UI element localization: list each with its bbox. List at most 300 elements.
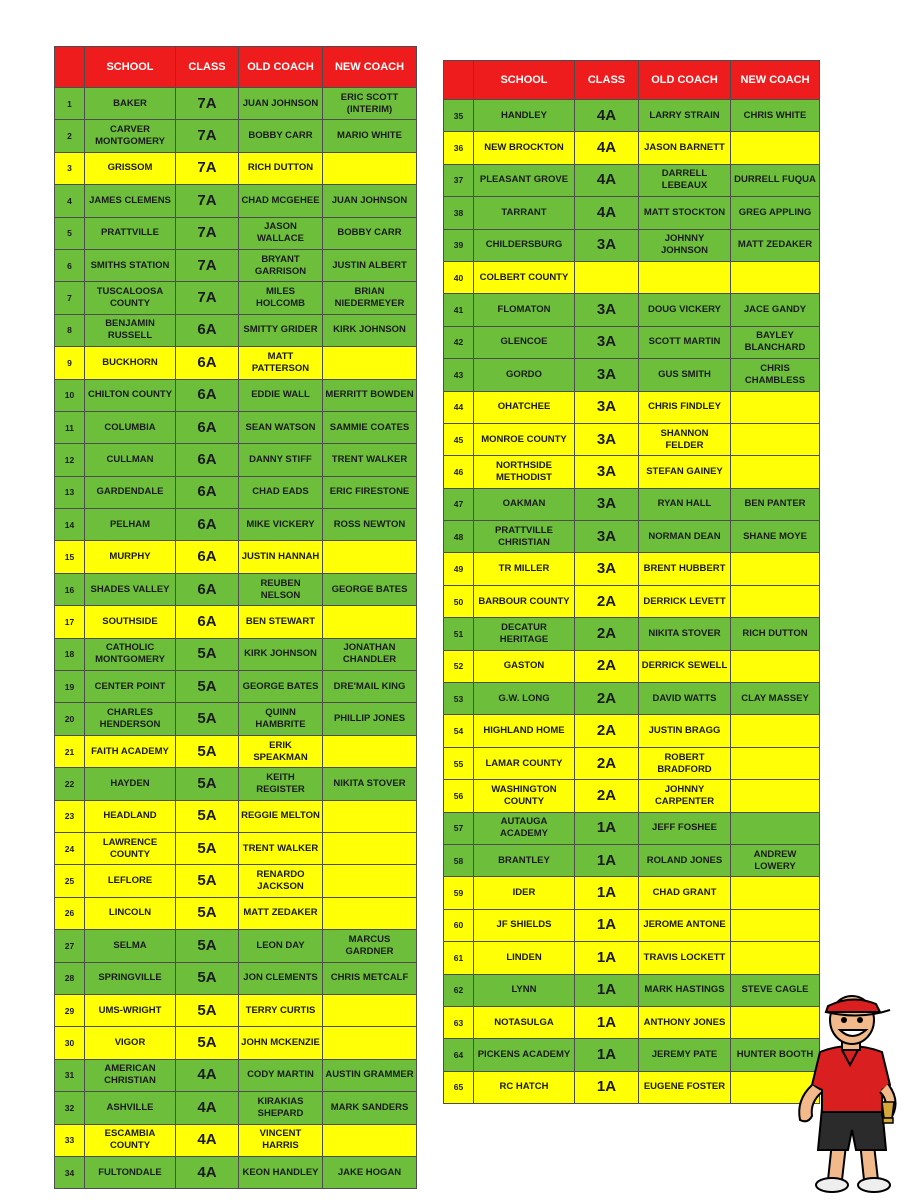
new-coach-cell <box>323 347 417 379</box>
row-number: 64 <box>444 1039 474 1071</box>
class-cell: 2A <box>575 780 639 812</box>
class-cell: 1A <box>575 942 639 974</box>
new-coach-cell <box>323 541 417 573</box>
row-number: 47 <box>444 488 474 520</box>
old-coach-cell: NIKITA STOVER <box>639 618 731 650</box>
table-row <box>444 132 820 164</box>
row-number: 25 <box>55 865 85 897</box>
class-cell: 3A <box>575 326 639 358</box>
table-row <box>444 683 820 715</box>
row-number: 54 <box>444 715 474 747</box>
class-cell: 5A <box>176 768 239 800</box>
header-new-coach: NEW COACH <box>731 61 820 100</box>
old-coach-cell: DERRICK SEWELL <box>639 650 731 682</box>
row-number: 57 <box>444 812 474 844</box>
school-cell: UMS-WRIGHT <box>85 994 176 1026</box>
old-coach-cell: MATT STOCKTON <box>639 197 731 229</box>
class-cell <box>575 261 639 293</box>
table-row <box>55 476 417 508</box>
class-cell: 1A <box>575 1071 639 1103</box>
old-coach-cell: DARRELL LEBEAUX <box>639 164 731 196</box>
row-number: 34 <box>55 1156 85 1188</box>
row-number: 12 <box>55 444 85 476</box>
row-number: 9 <box>55 347 85 379</box>
table-body-right <box>444 100 820 1104</box>
school-cell: ESCAMBIA COUNTY <box>85 1124 176 1156</box>
row-number: 45 <box>444 423 474 455</box>
school-cell: LAMAR COUNTY <box>474 747 575 779</box>
row-number: 21 <box>55 735 85 767</box>
new-coach-cell <box>731 909 820 941</box>
new-coach-cell <box>731 553 820 585</box>
table-row <box>55 897 417 929</box>
class-cell: 6A <box>176 573 239 605</box>
row-number: 33 <box>55 1124 85 1156</box>
row-number: 52 <box>444 650 474 682</box>
school-cell: GARDENDALE <box>85 476 176 508</box>
old-coach-cell: DERRICK LEVETT <box>639 585 731 617</box>
table-row <box>55 638 417 670</box>
old-coach-cell: JUAN JOHNSON <box>239 88 323 120</box>
school-cell: HAYDEN <box>85 768 176 800</box>
new-coach-cell <box>731 423 820 455</box>
new-coach-cell: JAKE HOGAN <box>323 1156 417 1188</box>
class-cell: 5A <box>176 735 239 767</box>
new-coach-cell: HUNTER BOOTH <box>731 1039 820 1071</box>
table-row <box>55 994 417 1026</box>
old-coach-cell: MARK HASTINGS <box>639 974 731 1006</box>
class-cell: 7A <box>176 185 239 217</box>
row-number: 38 <box>444 197 474 229</box>
row-number: 49 <box>444 553 474 585</box>
school-cell: SELMA <box>85 930 176 962</box>
table-row <box>444 585 820 617</box>
class-cell: 1A <box>575 812 639 844</box>
class-cell: 1A <box>575 909 639 941</box>
school-cell: GORDO <box>474 359 575 391</box>
class-cell: 3A <box>575 456 639 488</box>
row-number: 35 <box>444 100 474 132</box>
table-row <box>55 217 417 249</box>
old-coach-cell: VINCENT HARRIS <box>239 1124 323 1156</box>
old-coach-cell: REUBEN NELSON <box>239 573 323 605</box>
class-cell: 1A <box>575 974 639 1006</box>
school-cell: TUSCALOOSA COUNTY <box>85 282 176 314</box>
row-number: 19 <box>55 671 85 703</box>
old-coach-cell: KIRAKIAS SHEPARD <box>239 1092 323 1124</box>
table-row <box>444 974 820 1006</box>
school-cell: CULLMAN <box>85 444 176 476</box>
school-cell: VIGOR <box>85 1027 176 1059</box>
row-number: 30 <box>55 1027 85 1059</box>
new-coach-cell: MERRITT BOWDEN <box>323 379 417 411</box>
class-cell: 7A <box>176 282 239 314</box>
old-coach-cell: SHANNON FELDER <box>639 423 731 455</box>
new-coach-cell: BOBBY CARR <box>323 217 417 249</box>
old-coach-cell: LEON DAY <box>239 930 323 962</box>
table-row <box>55 1092 417 1124</box>
class-cell: 1A <box>575 1039 639 1071</box>
old-coach-cell: CHAD MCGEHEE <box>239 185 323 217</box>
row-number: 40 <box>444 261 474 293</box>
table-row <box>55 832 417 864</box>
class-cell: 7A <box>176 152 239 184</box>
old-coach-cell: JASON BARNETT <box>639 132 731 164</box>
table-row <box>55 1059 417 1091</box>
row-number: 58 <box>444 844 474 876</box>
school-cell: MONROE COUNTY <box>474 423 575 455</box>
new-coach-cell: CHRIS CHAMBLESS <box>731 359 820 391</box>
new-coach-cell <box>731 456 820 488</box>
class-cell: 4A <box>575 132 639 164</box>
school-cell: JAMES CLEMENS <box>85 185 176 217</box>
table-row <box>444 197 820 229</box>
school-cell: AUTAUGA ACADEMY <box>474 812 575 844</box>
school-cell: BUCKHORN <box>85 347 176 379</box>
class-cell: 4A <box>575 100 639 132</box>
old-coach-cell <box>639 261 731 293</box>
class-cell: 2A <box>575 683 639 715</box>
class-cell: 7A <box>176 249 239 281</box>
class-cell: 4A <box>176 1156 239 1188</box>
row-number: 55 <box>444 747 474 779</box>
school-cell: PICKENS ACADEMY <box>474 1039 575 1071</box>
new-coach-cell <box>731 715 820 747</box>
row-number: 11 <box>55 411 85 443</box>
school-cell: CHARLES HENDERSON <box>85 703 176 735</box>
row-number: 20 <box>55 703 85 735</box>
old-coach-cell: JOHNNY CARPENTER <box>639 780 731 812</box>
new-coach-cell: STEVE CAGLE <box>731 974 820 1006</box>
class-cell: 6A <box>176 541 239 573</box>
school-cell: CATHOLIC MONTGOMERY <box>85 638 176 670</box>
school-cell: FULTONDALE <box>85 1156 176 1188</box>
row-number: 48 <box>444 521 474 553</box>
new-coach-cell <box>323 832 417 864</box>
table-row <box>444 812 820 844</box>
row-number: 42 <box>444 326 474 358</box>
new-coach-cell: MARIO WHITE <box>323 120 417 152</box>
school-cell: MURPHY <box>85 541 176 573</box>
class-cell: 5A <box>176 832 239 864</box>
old-coach-cell: MATT PATTERSON <box>239 347 323 379</box>
table-row <box>444 844 820 876</box>
table-row <box>55 703 417 735</box>
row-number: 24 <box>55 832 85 864</box>
row-number: 43 <box>444 359 474 391</box>
row-number: 22 <box>55 768 85 800</box>
class-cell: 2A <box>575 618 639 650</box>
school-cell: LYNN <box>474 974 575 1006</box>
new-coach-cell: MATT ZEDAKER <box>731 229 820 261</box>
table-row <box>55 249 417 281</box>
new-coach-cell: ERIC FIRESTONE <box>323 476 417 508</box>
coach-table-right <box>443 60 820 1104</box>
old-coach-cell: LARRY STRAIN <box>639 100 731 132</box>
old-coach-cell: JOHN MCKENZIE <box>239 1027 323 1059</box>
new-coach-cell: SHANE MOYE <box>731 521 820 553</box>
new-coach-cell: BEN PANTER <box>731 488 820 520</box>
new-coach-cell: ERIC SCOTT (INTERIM) <box>323 88 417 120</box>
old-coach-cell: JEFF FOSHEE <box>639 812 731 844</box>
row-number: 28 <box>55 962 85 994</box>
new-coach-cell <box>731 650 820 682</box>
new-coach-cell: JACE GANDY <box>731 294 820 326</box>
old-coach-cell: CHAD GRANT <box>639 877 731 909</box>
old-coach-cell: RENARDO JACKSON <box>239 865 323 897</box>
row-number: 41 <box>444 294 474 326</box>
old-coach-cell: BOBBY CARR <box>239 120 323 152</box>
old-coach-cell: TRAVIS LOCKETT <box>639 942 731 974</box>
row-number: 29 <box>55 994 85 1026</box>
table-row <box>444 618 820 650</box>
table-row <box>55 541 417 573</box>
row-number: 62 <box>444 974 474 1006</box>
row-number: 13 <box>55 476 85 508</box>
old-coach-cell: BRENT HUBBERT <box>639 553 731 585</box>
new-coach-cell: JUAN JOHNSON <box>323 185 417 217</box>
school-cell: COLUMBIA <box>85 411 176 443</box>
class-cell: 7A <box>176 217 239 249</box>
row-number: 18 <box>55 638 85 670</box>
new-coach-cell <box>731 132 820 164</box>
class-cell: 6A <box>176 347 239 379</box>
old-coach-cell: BEN STEWART <box>239 606 323 638</box>
class-cell: 1A <box>575 844 639 876</box>
table-row <box>444 488 820 520</box>
school-cell: PRATTVILLE <box>85 217 176 249</box>
table-row <box>444 1039 820 1071</box>
row-number: 15 <box>55 541 85 573</box>
old-coach-cell: CODY MARTIN <box>239 1059 323 1091</box>
old-coach-cell: STEFAN GAINEY <box>639 456 731 488</box>
new-coach-cell: JONATHAN CHANDLER <box>323 638 417 670</box>
new-coach-cell: AUSTIN GRAMMER <box>323 1059 417 1091</box>
table-row <box>444 650 820 682</box>
table-row <box>444 780 820 812</box>
new-coach-cell: CHRIS WHITE <box>731 100 820 132</box>
row-number: 8 <box>55 314 85 346</box>
row-number: 46 <box>444 456 474 488</box>
table-row <box>444 1006 820 1038</box>
table-row <box>444 456 820 488</box>
old-coach-cell: DAVID WATTS <box>639 683 731 715</box>
new-coach-cell <box>323 735 417 767</box>
old-coach-cell: BRYANT GARRISON <box>239 249 323 281</box>
header-class: CLASS <box>176 47 239 88</box>
header-school: SCHOOL <box>85 47 176 88</box>
school-cell: G.W. LONG <box>474 683 575 715</box>
header-num <box>55 47 85 88</box>
class-cell: 5A <box>176 638 239 670</box>
table-row <box>444 1071 820 1103</box>
class-cell: 3A <box>575 553 639 585</box>
class-cell: 1A <box>575 877 639 909</box>
new-coach-cell <box>323 897 417 929</box>
table-row <box>444 261 820 293</box>
class-cell: 6A <box>176 411 239 443</box>
school-cell: NORTHSIDE METHODIST <box>474 456 575 488</box>
school-cell: SMITHS STATION <box>85 249 176 281</box>
table-row <box>55 379 417 411</box>
school-cell: GLENCOE <box>474 326 575 358</box>
new-coach-cell <box>731 877 820 909</box>
new-coach-cell <box>731 261 820 293</box>
table-row <box>55 152 417 184</box>
old-coach-cell: JOHNNY JOHNSON <box>639 229 731 261</box>
row-number: 50 <box>444 585 474 617</box>
old-coach-cell: JON CLEMENTS <box>239 962 323 994</box>
old-coach-cell: SCOTT MARTIN <box>639 326 731 358</box>
header-num <box>444 61 474 100</box>
row-number: 61 <box>444 942 474 974</box>
header-row <box>444 61 820 100</box>
class-cell: 4A <box>575 197 639 229</box>
new-coach-cell: CHRIS METCALF <box>323 962 417 994</box>
school-cell: NEW BROCKTON <box>474 132 575 164</box>
table-row <box>444 326 820 358</box>
class-cell: 5A <box>176 1027 239 1059</box>
row-number: 7 <box>55 282 85 314</box>
school-cell: NOTASULGA <box>474 1006 575 1038</box>
school-cell: PELHAM <box>85 509 176 541</box>
old-coach-cell: MILES HOLCOMB <box>239 282 323 314</box>
table-row <box>444 747 820 779</box>
table-row <box>55 930 417 962</box>
class-cell: 2A <box>575 650 639 682</box>
table-row <box>55 606 417 638</box>
row-number: 27 <box>55 930 85 962</box>
old-coach-cell: JASON WALLACE <box>239 217 323 249</box>
new-coach-cell: RICH DUTTON <box>731 618 820 650</box>
old-coach-cell: CHRIS FINDLEY <box>639 391 731 423</box>
table-row <box>444 164 820 196</box>
new-coach-cell <box>731 780 820 812</box>
class-cell: 2A <box>575 747 639 779</box>
class-cell: 5A <box>176 897 239 929</box>
table-row <box>55 962 417 994</box>
old-coach-cell: GUS SMITH <box>639 359 731 391</box>
table-row <box>444 942 820 974</box>
table-row <box>55 1156 417 1188</box>
old-coach-cell: RYAN HALL <box>639 488 731 520</box>
new-coach-cell <box>731 391 820 423</box>
table-row <box>55 1027 417 1059</box>
school-cell: OHATCHEE <box>474 391 575 423</box>
school-cell: PLEASANT GROVE <box>474 164 575 196</box>
old-coach-cell: EDDIE WALL <box>239 379 323 411</box>
old-coach-cell: DOUG VICKERY <box>639 294 731 326</box>
header-class: CLASS <box>575 61 639 100</box>
table-row <box>444 553 820 585</box>
row-number: 17 <box>55 606 85 638</box>
class-cell: 3A <box>575 423 639 455</box>
class-cell: 2A <box>575 585 639 617</box>
school-cell: SPRINGVILLE <box>85 962 176 994</box>
row-number: 10 <box>55 379 85 411</box>
class-cell: 3A <box>575 359 639 391</box>
row-number: 31 <box>55 1059 85 1091</box>
new-coach-cell: GEORGE BATES <box>323 573 417 605</box>
old-coach-cell: JUSTIN HANNAH <box>239 541 323 573</box>
class-cell: 7A <box>176 120 239 152</box>
school-cell: RC HATCH <box>474 1071 575 1103</box>
row-number: 63 <box>444 1006 474 1038</box>
class-cell: 4A <box>176 1124 239 1156</box>
new-coach-cell <box>731 585 820 617</box>
new-coach-cell <box>323 1027 417 1059</box>
table-row <box>55 509 417 541</box>
class-cell: 5A <box>176 865 239 897</box>
new-coach-cell: ROSS NEWTON <box>323 509 417 541</box>
school-cell: GASTON <box>474 650 575 682</box>
old-coach-cell: ROLAND JONES <box>639 844 731 876</box>
new-coach-cell: SAMMIE COATES <box>323 411 417 443</box>
new-coach-cell: GREG APPLING <box>731 197 820 229</box>
new-coach-cell <box>323 800 417 832</box>
school-cell: LAWRENCE COUNTY <box>85 832 176 864</box>
school-cell: LEFLORE <box>85 865 176 897</box>
old-coach-cell: SMITTY GRIDER <box>239 314 323 346</box>
school-cell: HANDLEY <box>474 100 575 132</box>
table-row <box>444 521 820 553</box>
class-cell: 3A <box>575 391 639 423</box>
old-coach-cell: KIRK JOHNSON <box>239 638 323 670</box>
old-coach-cell: TRENT WALKER <box>239 832 323 864</box>
table-row <box>55 735 417 767</box>
class-cell: 5A <box>176 671 239 703</box>
new-coach-cell: CLAY MASSEY <box>731 683 820 715</box>
table-row <box>55 800 417 832</box>
school-cell: CHILTON COUNTY <box>85 379 176 411</box>
row-number: 56 <box>444 780 474 812</box>
table-row <box>55 1124 417 1156</box>
class-cell: 5A <box>176 800 239 832</box>
old-coach-cell: JEROME ANTONE <box>639 909 731 941</box>
table-row <box>444 391 820 423</box>
school-cell: AMERICAN CHRISTIAN <box>85 1059 176 1091</box>
table-row <box>444 100 820 132</box>
school-cell: TR MILLER <box>474 553 575 585</box>
school-cell: IDER <box>474 877 575 909</box>
table-row <box>55 865 417 897</box>
table-row <box>55 671 417 703</box>
row-number: 3 <box>55 152 85 184</box>
school-cell: LINDEN <box>474 942 575 974</box>
new-coach-cell: TRENT WALKER <box>323 444 417 476</box>
row-number: 16 <box>55 573 85 605</box>
header-new-coach: NEW COACH <box>323 47 417 88</box>
school-cell: HEADLAND <box>85 800 176 832</box>
row-number: 60 <box>444 909 474 941</box>
old-coach-cell: MIKE VICKERY <box>239 509 323 541</box>
class-cell: 6A <box>176 379 239 411</box>
header-row <box>55 47 417 88</box>
row-number: 26 <box>55 897 85 929</box>
new-coach-cell: MARK SANDERS <box>323 1092 417 1124</box>
old-coach-cell: ROBERT BRADFORD <box>639 747 731 779</box>
row-number: 32 <box>55 1092 85 1124</box>
school-cell: WASHINGTON COUNTY <box>474 780 575 812</box>
class-cell: 6A <box>176 444 239 476</box>
row-number: 1 <box>55 88 85 120</box>
old-coach-cell: RICH DUTTON <box>239 152 323 184</box>
old-coach-cell: QUINN HAMBRITE <box>239 703 323 735</box>
new-coach-cell <box>323 865 417 897</box>
old-coach-cell: SEAN WATSON <box>239 411 323 443</box>
school-cell: LINCOLN <box>85 897 176 929</box>
old-coach-cell: NORMAN DEAN <box>639 521 731 553</box>
